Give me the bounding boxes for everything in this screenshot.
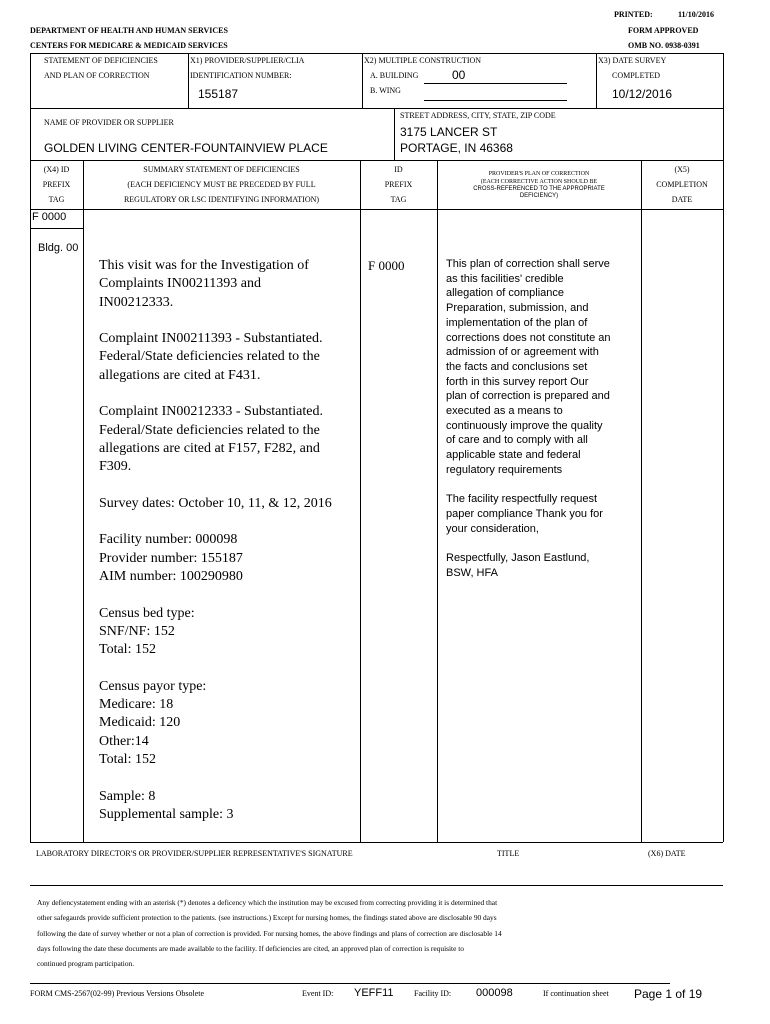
divider — [30, 108, 723, 109]
form-approved: FORM APPROVED — [628, 26, 699, 35]
x1-label: X1) PROVIDER/SUPPLIER/CLIA — [190, 56, 305, 65]
summary-paragraph: Census bed type: SNF/NF: 152 Total: 152 — [99, 605, 195, 658]
x1-label-2: IDENTIFICATION NUMBER: — [190, 71, 292, 80]
divider — [360, 160, 361, 842]
x5-header-3: DATE — [671, 195, 693, 204]
event-id-label: Event ID: — [302, 989, 334, 998]
summary-paragraph: Facility number: 000098 Provider number: 155187 AIM number: 100290980 — [99, 532, 243, 585]
footnote-line: other safegaurds provide sufficient protection to the patients. (see instructions.) Except for nursing homes, the findings stated above are disclosable 90 days — [37, 913, 497, 923]
footnote-line: days following the date these documents are made available to the facility. If deficiencies are cited, an approved plan of correction is requisite to — [37, 943, 464, 953]
building-label: A. BUILDING — [370, 71, 419, 80]
divider — [30, 885, 723, 886]
table-right-border — [723, 53, 724, 842]
table-top-border — [30, 53, 723, 54]
signature-label: LABORATORY DIRECTOR'S OR PROVIDER/SUPPLIER REPRESENTATIVE'S SIGNATURE — [36, 849, 353, 858]
summary-paragraph: Census payor type: Medicare: 18 Medicaid: 120 Other:14 Total: 152 — [99, 678, 207, 768]
right-tag: F 0000 — [368, 258, 405, 273]
facility-id-value: 000098 — [476, 987, 513, 999]
id-header-1: ID — [394, 165, 403, 174]
plan-paragraph: This plan of correction shall serve as this facilities' credible allegation of compliance Preparation, submission, and implementation of the plan of corrections does not constitute an admission of or agreement with the facts and conclusions set forth in this survey report Our plan of correction is prepared and executed as a means to continuously improve the quality of care and to comply with all applicable state and federal regulatory requirements — [446, 258, 611, 476]
address-line-1: 3175 LANCER ST — [400, 125, 498, 139]
footnote — [37, 895, 502, 971]
table-bottom-border — [30, 842, 723, 843]
wing-underline — [424, 100, 567, 101]
divider — [188, 53, 189, 108]
x4-header-2: PREFIX — [42, 180, 71, 189]
page-number: Page 1 of 19 — [634, 987, 703, 1001]
summary-paragraph: Complaint IN00211393 - Substantiated. Federal/State deficiencies related to the allegations are cited at F431. — [99, 331, 323, 383]
x5-header-2: COMPLETION — [656, 180, 708, 189]
event-id-value: YEFF11 — [354, 987, 394, 999]
divider — [394, 108, 395, 160]
summary-paragraph: This visit was for the Investigation of Complaints IN00211393 and IN00212333. — [99, 258, 309, 310]
footnote-line: continued program participation. — [37, 959, 135, 969]
printed-date: 11/10/2016 — [678, 10, 715, 19]
plan-header-4: DEFICIENCY) — [519, 193, 559, 199]
divider — [362, 53, 363, 108]
x3-label: X3) DATE SURVEY — [598, 56, 667, 65]
left-tag: F 0000 — [32, 211, 67, 223]
x4-header-3: TAG — [48, 195, 65, 204]
provider-name-label: NAME OF PROVIDER OR SUPPLIER — [44, 118, 174, 127]
date-label: (X6) DATE — [648, 849, 686, 858]
building-underline — [424, 83, 567, 84]
provider-name-value: GOLDEN LIVING CENTER-FOUNTAINVIEW PLACE — [44, 141, 328, 155]
title-label: TITLE — [497, 849, 520, 858]
divider — [30, 228, 83, 229]
divider — [641, 160, 642, 842]
divider — [30, 209, 723, 210]
continuation-label: If continuation sheet — [543, 989, 609, 998]
building-value: 00 — [452, 68, 466, 82]
statement-label-1: STATEMENT OF DEFICIENCIES — [44, 56, 158, 65]
summary-paragraph: Sample: 8 Supplemental sample: 3 — [99, 788, 234, 822]
divider — [30, 160, 723, 161]
address-line-2: PORTAGE, IN 46368 — [400, 141, 513, 155]
statement-label-2: AND PLAN OF CORRECTION — [44, 71, 150, 80]
plan-of-correction — [446, 257, 638, 580]
facility-id-label: Facility ID: — [414, 989, 452, 998]
plan-header-3: CROSS-REFERENCED TO THE APPROPRIATE — [473, 186, 605, 192]
printed-label: PRINTED: — [614, 10, 653, 19]
plan-paragraph: Respectfully, Jason Eastlund, BSW, HFA — [446, 552, 590, 579]
x4-header-1: (X4) ID — [43, 165, 70, 174]
summary-header-2: (EACH DEFICIENCY MUST BE PRECEDED BY FULL — [127, 180, 316, 189]
id-header-2: PREFIX — [384, 180, 413, 189]
footnote-line: Any defiencystatement ending with an asterisk (*) denotes a deficency which the institution may be excused from correcting providing it is determined that — [37, 898, 498, 907]
summary-paragraph: Complaint IN00212333 - Substantiated. Federal/State deficiencies related to the allegations are cited at F157, F282, and F309. — [99, 404, 323, 475]
plan-header-2: (EACH CORRECTIVE ACTION SHOULD BE — [480, 179, 598, 185]
divider — [596, 53, 597, 108]
centers-title: CENTERS FOR MEDICARE & MEDICAID SERVICES — [30, 41, 228, 50]
x2-label: X2) MULTIPLE CONSTRUCTION — [364, 56, 482, 65]
survey-completed-date: 10/12/2016 — [612, 87, 673, 101]
footnote-line: following the date of survey whether or not a plan of correction is provided. For nursing homes, the above findings and plans of correction are disclosable 14 — [37, 928, 502, 938]
address-label: STREET ADDRESS, CITY, STATE, ZIP CODE — [400, 111, 556, 120]
omb-number: OMB NO. 0938-0391 — [628, 41, 700, 50]
wing-label: B. WING — [370, 86, 401, 95]
plan-paragraph: The facility respectfully request paper compliance Thank you for your consideration, — [446, 493, 603, 535]
x3-label-2: COMPLETED — [612, 71, 660, 80]
divider — [83, 160, 84, 842]
form-number: FORM CMS-2567(02-99) Previous Versions Obsolete — [30, 989, 205, 998]
provider-id-value: 155187 — [198, 87, 239, 101]
building-tag: Bldg. 00 — [38, 242, 79, 254]
divider — [437, 160, 438, 842]
plan-header-1: PROVIDER'S PLAN OF CORRECTION — [488, 171, 590, 177]
summary-header-3: REGULATORY OR LSC IDENTIFYING INFORMATION) — [123, 195, 320, 204]
x5-header-1: (X5) — [674, 165, 690, 174]
summary-header-1: SUMMARY STATEMENT OF DEFICIENCIES — [143, 165, 300, 174]
id-header-3: TAG — [390, 195, 407, 204]
summary-paragraph: Survey dates: October 10, 11, & 12, 2016 — [99, 495, 332, 511]
divider — [30, 983, 670, 984]
dept-title: DEPARTMENT OF HEALTH AND HUMAN SERVICES — [30, 26, 228, 35]
summary-statement — [99, 257, 357, 824]
